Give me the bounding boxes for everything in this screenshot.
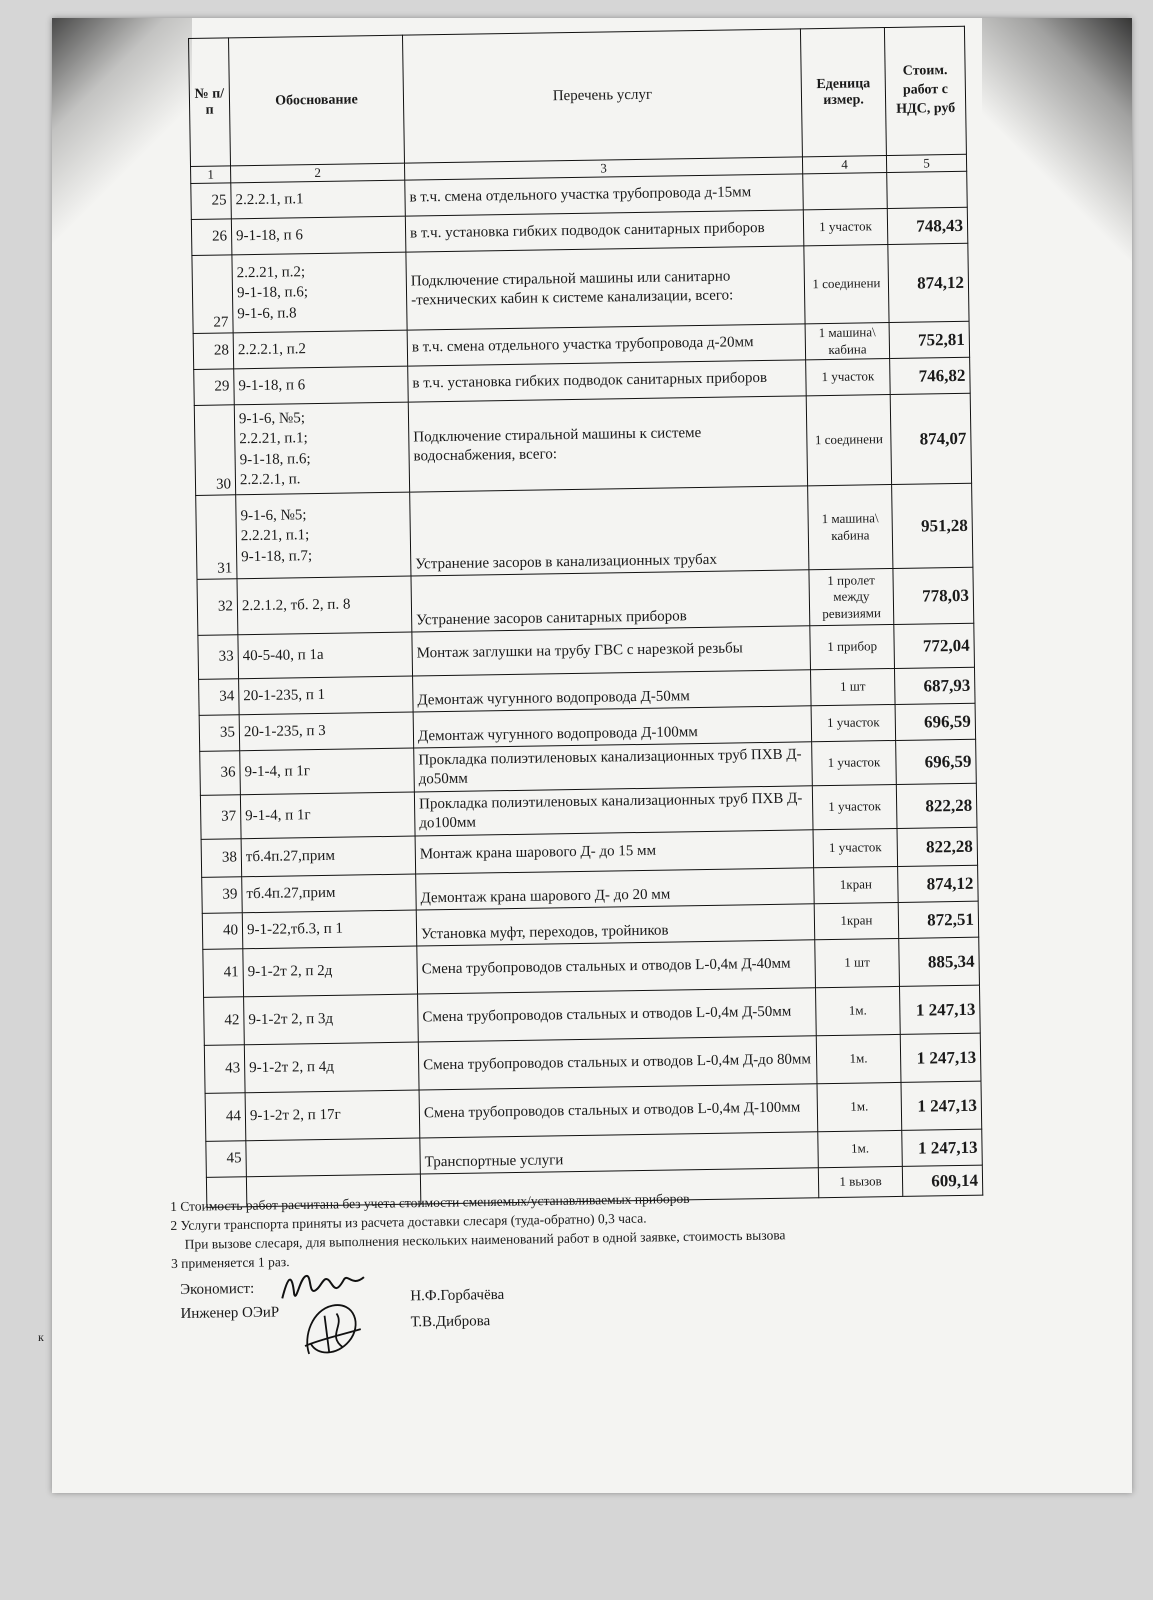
row-number: 41 [203,949,244,998]
row-unit: 1 пролет между ревизиями [809,568,894,625]
row-cost: 872,51 [898,901,979,938]
row-service: Подключение стиральной машины к системе водоснабжения, всего: [408,396,807,492]
row-number: 27 [192,255,233,334]
row-unit: 1 шт [811,668,896,705]
footnote: 1 Стоимость работ расчитана без учета стоимости сменяемых/устанавливаемых приборов [170,1190,690,1214]
row-number: 38 [201,839,242,878]
row-basis: 9-1-2т 2, п 17г [245,1090,420,1141]
price-table [188,26,983,1208]
row-number: 43 [204,1045,245,1094]
row-basis: 2.2.1.2, тб. 2, п. 8 [237,576,412,635]
row-service: Смена трубопроводов стальных и отводов L-0,4м Д-50мм [418,988,817,1042]
row-basis: 9-1-18, п 6 [234,366,409,405]
row-number: 29 [194,369,235,406]
row-service: Смена трубопроводов стальных и отводов L-0,4м Д-100мм [419,1084,818,1138]
row-unit: 1м. [818,1130,903,1167]
row-basis: 2.2.21, п.2; 9-1-18, п.6; 9-1-6, п.8 [232,252,407,333]
footnote: 3 применяется 1 раз. [170,1253,290,1271]
footnote: При вызове слесаря, для выполнения нескольких наименований работ в одной заявке, стоимость вызова [184,1227,786,1252]
row-cost: 609,14 [902,1165,982,1196]
row-basis: 9-1-6, №5; 2.2.21, п.1; 9-1-18, п.6; 2.2.2.1, п. [234,402,409,495]
row-service: Прокладка полиэтиленовых канализационных труб ПХВ Д-до50мм [414,742,813,792]
header-cost: Стоим. работ с НДС, руб [884,26,966,155]
row-cost: 687,93 [894,667,975,704]
row-cost: 1 247,13 [901,1081,982,1130]
row-number: 37 [200,795,241,840]
row-service: Демонтаж чугунного водопровода Д-50мм [413,670,812,712]
row-basis: 9-1-6, №5; 2.2.21, п.1; 9-1-18, п.7; [236,492,411,579]
row-basis: тб.4п.27,прим [241,836,416,877]
row-unit: 1м. [816,1034,901,1083]
header-basis: Обоснование [229,35,405,166]
row-number: 40 [202,913,243,950]
row-service: Монтаж заглушки на трубу ГВС с нарезкой резьбы [412,626,811,676]
row-number: 31 [196,495,237,580]
row-unit: 1м. [815,986,900,1035]
signer-role: Инженер ОЭиР [180,1304,280,1322]
row-basis: 2.2.2.1, п.1 [231,180,406,219]
row-basis: 9-1-2т 2, п 3д [244,994,419,1045]
row-unit: 1 участок [812,784,897,829]
row-cost: 1 247,13 [899,985,980,1034]
row-unit [803,173,888,210]
row-number: 33 [198,635,239,680]
row-cost: 951,28 [892,483,973,568]
row-basis: 20-1-235, п 1 [239,676,414,715]
row-unit: 1кран [814,902,899,939]
row-cost: 874,07 [890,393,971,484]
table-row [194,393,971,495]
row-service: Установка муфт, переходов, тройников [416,904,815,946]
row-cost: 752,81 [889,321,970,358]
row-basis: 9-1-2т 2, п 4д [244,1042,419,1093]
header-unit: Еденица измер. [800,28,886,157]
row-service: Устранение засоров санитарных приборов [411,570,810,632]
row-number: 44 [205,1093,246,1142]
margin-mark: к [38,1330,44,1344]
row-number: 39 [202,877,243,914]
row-basis: 9-1-4, п 1г [240,792,415,839]
row-service: в т.ч. установка гибких подводок санитарных приборов [405,210,804,252]
row-cost [887,171,968,208]
row-service: в т.ч. смена отдельного участка трубопровода д-20мм [407,324,806,366]
row-unit: 1 прибор [810,624,895,669]
row-basis [246,1138,421,1177]
row-cost: 746,82 [890,357,971,394]
row-unit: 1 вызов [818,1166,902,1197]
row-service: Демонтаж чугунного водопровода Д-100мм [413,706,812,748]
row-number: 34 [199,679,240,716]
row-cost: 822,28 [897,827,978,866]
row-cost: 1 247,13 [900,1033,981,1082]
row-service: Смена трубопроводов стальных и отводов L-0,4м Д-до 80мм [418,1036,817,1090]
signer-name: Т.В.Диброва [410,1313,491,1331]
table-row [196,483,973,579]
row-basis: 9-1-4, п 1г [240,748,415,795]
table-header [189,26,967,166]
row-unit: 1 машина\ кабина [805,323,890,360]
row-cost: 885,34 [899,937,980,986]
column-index: 3 [404,157,802,180]
row-service: Транспортные услуги [420,1132,819,1174]
row-service: в т.ч. смена отдельного участка трубопровода д-15мм [405,174,804,216]
handwritten-signature-engineer [298,1295,369,1366]
header-services: Перечень услуг [402,29,802,163]
row-cost: 748,43 [887,207,968,244]
row-number: 35 [199,715,240,752]
row-unit: 1 шт [815,938,900,987]
row-number: 42 [204,997,245,1046]
row-number: 30 [194,405,235,496]
signer-role: Экономист: [180,1280,255,1298]
row-unit: 1м. [817,1082,902,1131]
column-index: 1 [191,166,231,184]
scan-shadow-right [982,18,1132,278]
column-index: 2 [231,163,405,183]
footnotes [170,1186,931,1273]
row-service: Демонтаж крана шарового Д- до 20 мм [416,868,815,910]
row-service: Смена трубопроводов стальных и отводов L-0,4м Д-40мм [417,940,816,994]
row-unit: 1 участок [806,359,891,396]
row-service: Подключение стиральной машины или санитарно -технических кабин к системе канализации, всего: [406,246,805,330]
row-cost: 874,12 [898,865,979,902]
footnote: 2 Услуги транспорта приняты из расчета доставки слесаря (туда-обратно) 0,3 часа. [170,1210,647,1233]
row-basis: 9-1-2т 2, п 2д [243,946,418,997]
row-service: Прокладка полиэтиленовых канализационных труб ПХВ Д-до100мм [414,786,813,836]
row-cost: 696,59 [896,739,977,784]
row-cost: 696,59 [895,703,976,740]
header-num: № п/п [189,38,231,167]
row-unit: 1 участок [811,704,896,741]
row-unit: 1кран [814,866,899,903]
row-unit: 1 участок [803,209,888,246]
row-cost: 822,28 [896,783,977,828]
row-cost: 1 247,13 [902,1129,983,1166]
scan-shadow-left [52,18,192,258]
signature-block [180,1275,601,1372]
row-cost: 778,03 [893,567,974,624]
row-basis: 2.2.2.1, п.2 [233,330,408,369]
row-basis: 40-5-40, п 1а [238,632,413,679]
column-index: 5 [886,154,966,172]
row-unit: 1 машина\ кабина [808,485,893,570]
row-number: 25 [191,183,232,220]
row-number: 36 [200,751,241,796]
row-unit: 1 соединени [804,245,889,324]
row-unit: 1 соединени [806,395,891,486]
row-basis: 9-1-18, п 6 [231,216,406,255]
column-index: 4 [802,156,886,174]
row-basis: 20-1-235, п 3 [239,712,414,751]
signer-name: Н.Ф.Горбачёва [410,1286,505,1305]
row-number: 26 [191,219,232,256]
row-unit: 1 участок [812,740,897,785]
row-basis: тб.4п.27,прим [242,874,417,913]
row-unit: 1 участок [813,828,898,867]
row-cost: 772,04 [894,623,975,668]
row-number: 32 [197,579,238,636]
row-service: в т.ч. установка гибких подводок санитарных приборов [408,360,807,402]
row-number: 45 [206,1141,247,1178]
row-service: Устранение засоров в канализационных трубах [410,486,809,576]
row-number: 28 [193,333,234,370]
table-row [192,243,969,333]
row-service: Монтаж крана шарового Д- до 15 мм [415,830,814,874]
row-basis: 9-1-22,тб.3, п 1 [242,910,417,949]
row-cost: 874,12 [888,243,969,322]
